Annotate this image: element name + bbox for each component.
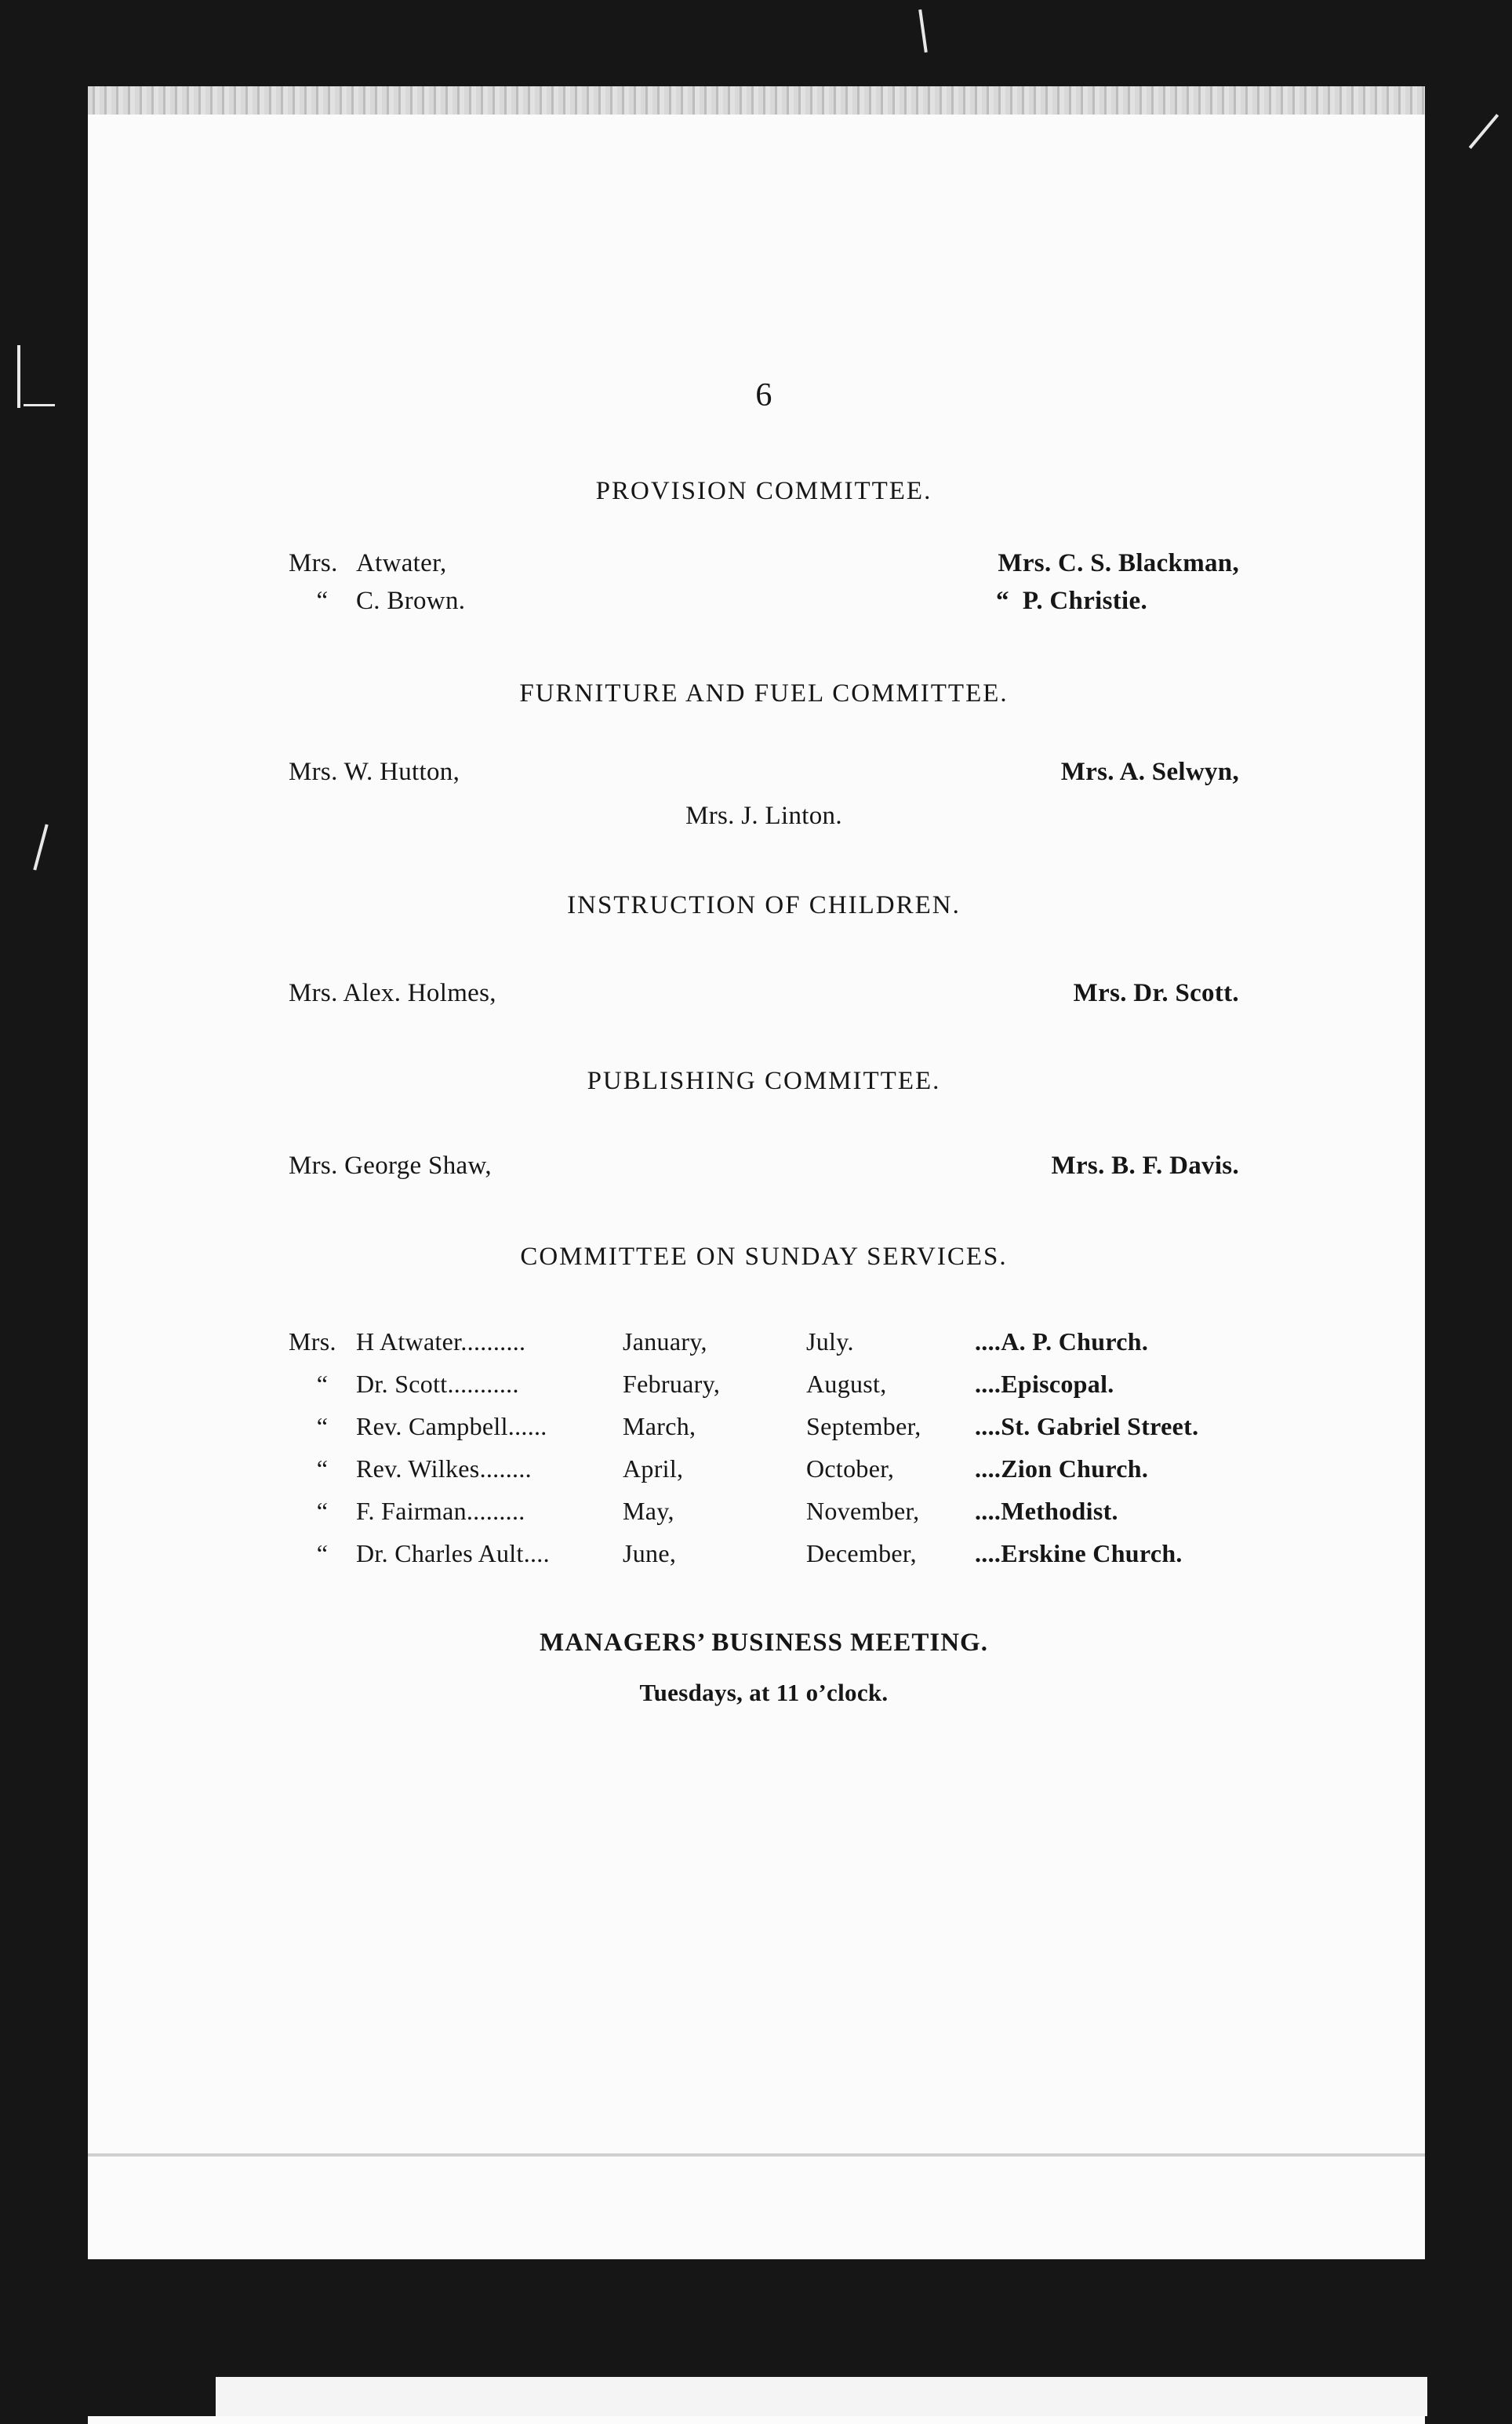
instruction-heading: INSTRUCTION OF CHILDREN. (567, 891, 961, 919)
furniture-left: Mrs. W. Hutton, (289, 758, 460, 786)
leader-dots: .......... (460, 1327, 526, 1356)
provision-right: “ P. Christie. (996, 587, 1148, 615)
schedule-name (289, 1327, 618, 1356)
month-second: August, (806, 1370, 887, 1398)
provision-heading: PROVISION COMMITTEE. (595, 477, 932, 505)
publishing-row (289, 1152, 1239, 1186)
member-name: Dr. Scott (356, 1370, 448, 1398)
provision-left (289, 587, 465, 616)
furniture-right: Mrs. A. Selwyn, (1060, 758, 1239, 786)
church-name: ....A. P. Church. (975, 1327, 1149, 1356)
furniture-center: Mrs. J. Linton. (685, 802, 842, 830)
publishing-heading: PUBLISHING COMMITTEE. (587, 1067, 941, 1095)
title-prefix: Mrs. (289, 549, 338, 577)
member-name: Dr. Charles Ault (356, 1539, 524, 1567)
schedule-row (289, 1497, 1239, 1534)
ditto-mark: “ (316, 1454, 329, 1483)
church-name: ....St. Gabriel Street. (975, 1412, 1199, 1440)
member-name: C. Brown. (356, 587, 466, 615)
provision-left (289, 549, 447, 578)
month-first: March, (623, 1412, 696, 1440)
leader-dots: ........ (479, 1454, 532, 1483)
schedule-name (289, 1497, 618, 1526)
schedule-row (289, 1327, 1239, 1365)
month-first: April, (623, 1454, 684, 1483)
page-number: 6 (755, 377, 772, 413)
month-second: July. (806, 1327, 854, 1356)
managers-subtext: Tuesdays, at 11 o’clock. (639, 1679, 889, 1706)
month-first: February, (623, 1370, 721, 1398)
month-second: October, (806, 1454, 895, 1483)
furniture-row (289, 758, 1239, 792)
member-name: F. Fairman (356, 1497, 467, 1525)
month-first: May, (623, 1497, 674, 1525)
ditto-mark: “ (316, 1497, 329, 1525)
page-fold-line (88, 2153, 1425, 2156)
member-name: Atwater, (356, 549, 447, 577)
church-name: ....Zion Church. (975, 1454, 1149, 1483)
provision-right: Mrs. C. S. Blackman, (998, 549, 1239, 577)
leader-dots: .... (523, 1539, 550, 1567)
month-first: June, (623, 1539, 677, 1567)
schedule-name (289, 1454, 618, 1483)
schedule-row (289, 1454, 1239, 1492)
page-content (289, 0, 1239, 1804)
month-second: November, (806, 1497, 920, 1525)
scan-mark (17, 345, 20, 408)
instruction-left: Mrs. Alex. Holmes, (289, 979, 496, 1007)
title-prefix: Mrs. (289, 1327, 336, 1356)
instruction-right: Mrs. Dr. Scott. (1073, 979, 1239, 1007)
ditto-mark: “ (316, 587, 329, 615)
schedule-row (289, 1539, 1239, 1577)
member-name: Rev. Campbell (356, 1412, 508, 1440)
ditto-mark: “ (316, 1370, 329, 1398)
member-name: H Atwater (356, 1327, 461, 1356)
sunday-heading: COMMITTEE ON SUNDAY SERVICES. (520, 1243, 1008, 1271)
provision-row (289, 549, 1239, 584)
schedule-row (289, 1412, 1239, 1450)
managers-heading: MANAGERS’ BUSINESS MEETING. (540, 1629, 988, 1657)
scan-mark (33, 824, 48, 871)
month-second: September, (806, 1412, 921, 1440)
church-name: ....Methodist. (975, 1497, 1118, 1525)
leader-dots: ........... (447, 1370, 519, 1398)
furniture-heading: FURNITURE AND FUEL COMMITTEE. (519, 679, 1009, 708)
schedule-row (289, 1370, 1239, 1407)
month-first: January, (623, 1327, 707, 1356)
schedule-name (289, 1539, 618, 1568)
church-name: ....Erskine Church. (975, 1539, 1183, 1567)
member-name: Rev. Wilkes (356, 1454, 480, 1483)
scan-mark (24, 404, 55, 406)
publishing-right: Mrs. B. F. Davis. (1051, 1152, 1239, 1180)
publishing-left: Mrs. George Shaw, (289, 1152, 492, 1180)
next-page-edge (216, 2377, 1427, 2416)
church-name: ....Episcopal. (975, 1370, 1114, 1398)
schedule-name (289, 1370, 618, 1399)
instruction-row (289, 979, 1239, 1014)
leader-dots: ......... (466, 1497, 525, 1525)
ditto-mark: “ (316, 1539, 329, 1567)
scan-mark (1469, 114, 1499, 149)
ditto-mark: “ (316, 1412, 329, 1440)
provision-row (289, 587, 1239, 621)
leader-dots: ...... (507, 1412, 547, 1440)
month-second: December, (806, 1539, 917, 1567)
schedule-name (289, 1412, 618, 1441)
